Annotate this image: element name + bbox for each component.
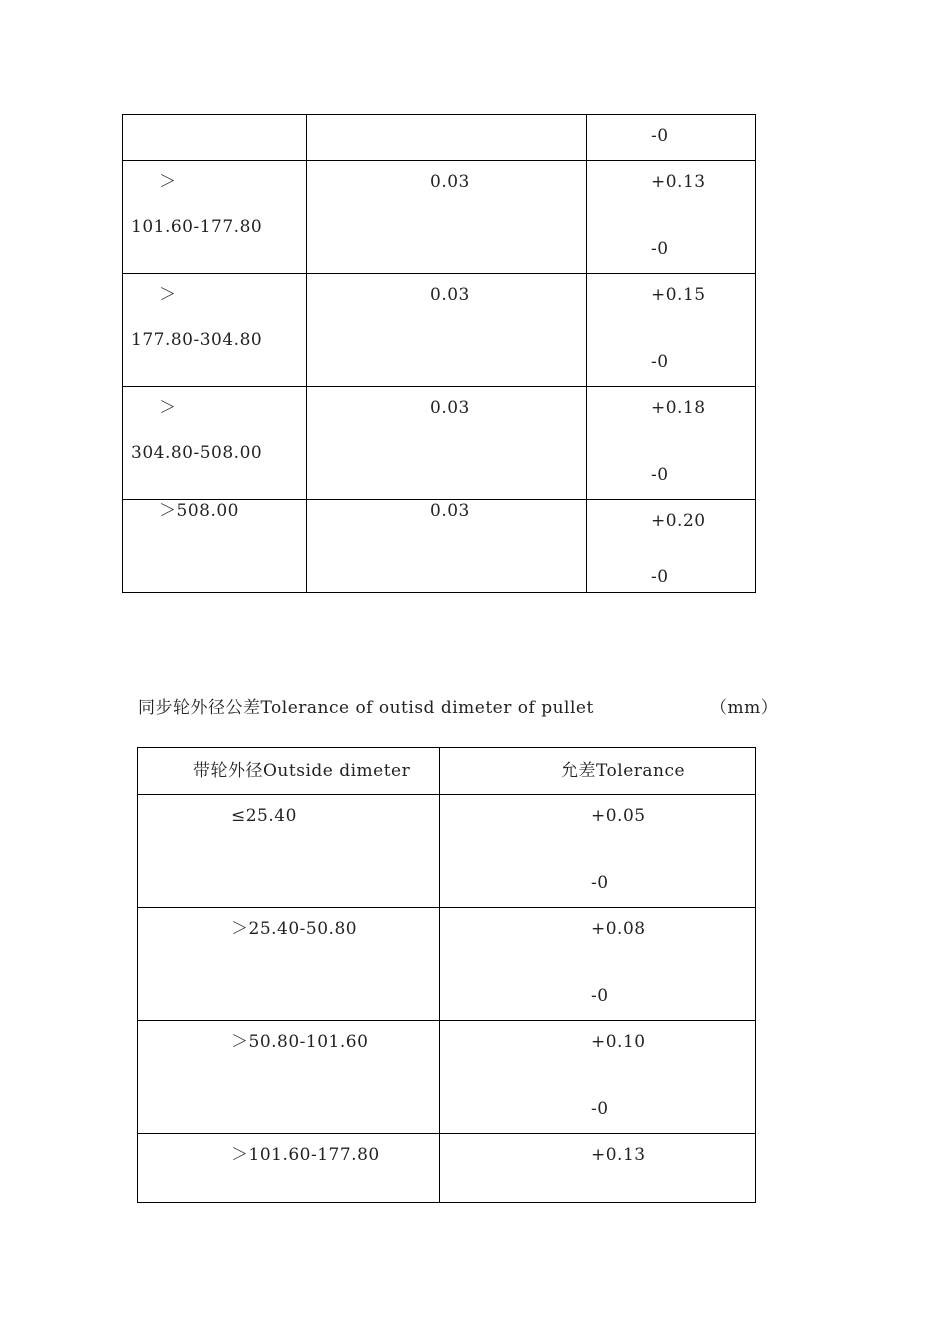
table1-row-3-tol-minus: -0: [651, 465, 669, 485]
table1-row-0-tolerance-cell: [586, 114, 756, 161]
table1-row-3-range: 304.80-508.00: [131, 443, 263, 463]
table1-row-2-tol-minus: -0: [651, 352, 669, 372]
table2-row-0-tol-plus: +0.05: [591, 806, 646, 826]
table2-row-1-range: ＞25.40-50.80: [231, 919, 358, 939]
table1-row-4-tol-plus: +0.20: [651, 511, 706, 531]
table2-row-2-range: ＞50.80-101.60: [231, 1032, 369, 1052]
table1-row-1-range: 101.60-177.80: [131, 217, 263, 237]
table2-row-2-tol-minus: -0: [591, 1099, 609, 1119]
table1-row-4-value: 0.03: [430, 501, 470, 521]
table1-row-1-value: 0.03: [430, 172, 470, 192]
table-caption: 同步轮外径公差Tolerance of outisd dimeter of pullet: [138, 698, 594, 718]
table2-row-3-range: ＞101.60-177.80: [231, 1145, 380, 1165]
table2-header-diameter: 带轮外径Outside dimeter: [193, 761, 411, 781]
table1-row-1-tol-plus: +0.13: [651, 172, 706, 192]
table1-row-1-range-symbol: ＞: [159, 172, 177, 192]
table2-row-1-tol-minus: -0: [591, 986, 609, 1006]
table1-row-0-value-cell: [306, 114, 587, 161]
table1-row-4-tol-minus: -0: [651, 567, 669, 587]
table2-row-1-tol-plus: +0.08: [591, 919, 646, 939]
table2-header-tolerance: 允差Tolerance: [561, 761, 686, 781]
table1-row-0: [122, 114, 307, 161]
unit-label: （mm）: [710, 698, 779, 718]
table1-row-3-range-symbol: ＞: [159, 398, 177, 418]
table1-row-0-tol-minus: -0: [651, 126, 669, 146]
table2-row-3-tolerance-cell: [439, 1133, 756, 1203]
table1-row-2-range-symbol: ＞: [159, 285, 177, 305]
table2-row-0-range: ≤25.40: [231, 806, 297, 826]
table2-row-0-tol-minus: -0: [591, 873, 609, 893]
table1-row-3-tol-plus: +0.18: [651, 398, 706, 418]
table1-row-3-value: 0.03: [430, 398, 470, 418]
table1-row-4-range: ＞508.00: [159, 501, 239, 521]
table1-row-2-tol-plus: +0.15: [651, 285, 706, 305]
table2-row-3: [137, 1133, 440, 1203]
table2-row-2-tol-plus: +0.10: [591, 1032, 646, 1052]
table1-row-2-value: 0.03: [430, 285, 470, 305]
table1-row-2-range: 177.80-304.80: [131, 330, 263, 350]
table1-row-1-tol-minus: -0: [651, 239, 669, 259]
table2-row-3-tol-plus: +0.13: [591, 1145, 646, 1165]
